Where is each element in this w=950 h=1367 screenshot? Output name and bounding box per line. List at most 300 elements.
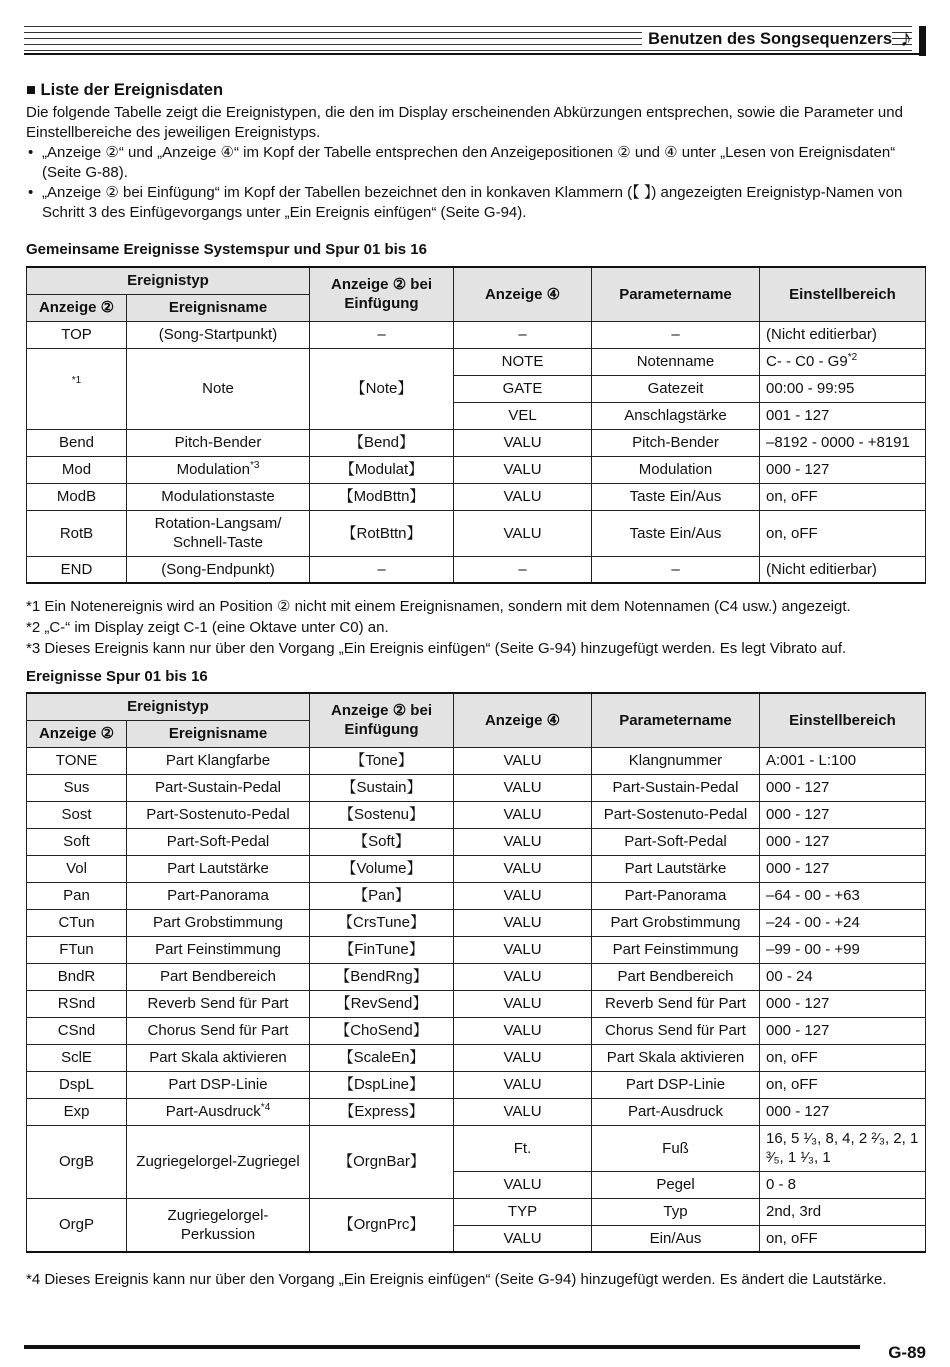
table-row [27, 1071, 926, 1098]
cell-anzeige4 [454, 1125, 592, 1171]
cell-parametername [592, 882, 760, 909]
cell-einstellbereich-text: 16, 5 ¹⁄₃, 8, 4, 2 ²⁄₃, 2, 1 ³⁄₅, 1 ¹⁄₃, 1 [766, 1130, 919, 1166]
intro-bullet: • „Anzeige ② bei Einfügung“ im Kopf der Tabellen bezeichnet den in konkaven Klammern (【 】) angezeigten Ereignistyp-Namen von Schritt 3 des Einfügevorgangs unter „Ein Ereignis einfügen“ (Seite G-94). [26, 183, 926, 223]
cell-ereignisname-text: (Song-Endpunkt) [161, 560, 275, 578]
cell-anzeige2-einfuegung-text: 【CrsTune】 [338, 914, 425, 931]
col-header-anzeige2-einfuegung-text: Anzeige ② bei Einfügung [331, 702, 432, 739]
table-row [27, 1017, 926, 1044]
cell-anzeige2-einfuegung [310, 1017, 454, 1044]
cell-anzeige2-text: DspL [58, 1076, 95, 1093]
cell-anzeige2 [27, 1071, 127, 1098]
cell-ereignisname [127, 909, 310, 936]
cell-anzeige4 [454, 1017, 592, 1044]
cell-parametername [592, 510, 760, 556]
table-row [27, 483, 926, 510]
table-row [27, 855, 926, 882]
cell-einstellbereich-text: 2nd, 3rd [766, 1203, 822, 1220]
cell-einstellbereich [760, 1098, 926, 1125]
cell-anzeige2-einfuegung [310, 456, 454, 483]
cell-ereignisname-text: Reverb Send für Part [147, 995, 289, 1012]
cell-anzeige2-einfuegung [310, 1125, 454, 1198]
table-row [27, 1198, 926, 1225]
cell-parametername-text: Ein/Aus [649, 1229, 702, 1247]
cell-einstellbereich [760, 429, 926, 456]
cell-einstellbereich [760, 963, 926, 990]
cell-anzeige4-text: VALU [503, 1176, 542, 1193]
cell-parametername [592, 774, 760, 801]
cell-einstellbereich-text: 000 - 127 [766, 779, 830, 796]
cell-parametername [592, 801, 760, 828]
cell-ereignisname-text: Rotation-Langsam/ Schnell-Taste [154, 515, 282, 551]
cell-anzeige2-einfuegung-text: 【Sustain】 [341, 779, 422, 796]
cell-anzeige4 [454, 321, 592, 348]
cell-anzeige2-einfuegung [310, 855, 454, 882]
cell-anzeige2-einfuegung-text: 【ChoSend】 [335, 1022, 428, 1039]
cell-anzeige2-einfuegung-text: 【OrgnBar】 [338, 1153, 425, 1170]
cell-anzeige2 [27, 1017, 127, 1044]
cell-anzeige4 [454, 774, 592, 801]
table-row [27, 936, 926, 963]
cell-einstellbereich [760, 1125, 926, 1171]
cell-anzeige2-einfuegung-text: 【DspLine】 [338, 1076, 425, 1093]
cell-anzeige2-text: ModB [56, 488, 97, 505]
cell-anzeige2 [27, 828, 127, 855]
cell-anzeige2-einfuegung-text: 【OrgnPrc】 [338, 1216, 425, 1234]
cell-ereignisname-text: Part Klangfarbe [165, 752, 271, 769]
cell-ereignisname-text: Part Lautstärke [167, 860, 269, 877]
footnote: *4 Dieses Ereignis kann nur über den Vorgang „Ein Ereignis einfügen“ (Seite G-94) hinzugefügt werden. Es ändert die Lautstärke. [26, 1271, 887, 1288]
cell-anzeige4 [454, 510, 592, 556]
cell-anzeige2-text: Soft [63, 833, 90, 850]
cell-einstellbereich-text: 001 - 127 [766, 407, 830, 424]
cell-anzeige2-einfuegung-text: 【Pan】 [353, 887, 410, 904]
cell-einstellbereich [760, 801, 926, 828]
cell-ereignisname [127, 855, 310, 882]
cell-einstellbereich [760, 402, 926, 429]
cell-anzeige4-text: – [518, 560, 527, 578]
table-row [27, 510, 926, 556]
cell-parametername [592, 483, 760, 510]
cell-anzeige2 [27, 801, 127, 828]
cell-anzeige2-einfuegung-text: 【Volume】 [341, 860, 422, 877]
cell-anzeige2-text: CTun [58, 914, 95, 931]
cell-anzeige2 [27, 963, 127, 990]
cell-anzeige4 [454, 747, 592, 774]
cell-anzeige2 [27, 321, 127, 348]
cell-anzeige4 [454, 1044, 592, 1071]
cell-anzeige2 [27, 429, 127, 456]
cell-anzeige2-einfuegung-text: 【RevSend】 [335, 995, 428, 1012]
cell-anzeige2-text: BndR [57, 968, 96, 985]
cell-parametername-text: Chorus Send für Part [605, 1022, 746, 1039]
table-row [27, 801, 926, 828]
cell-anzeige2 [27, 1098, 127, 1125]
cell-anzeige2 [27, 348, 127, 429]
cell-anzeige4 [454, 483, 592, 510]
cell-ereignisname-text: Part-Panorama [167, 887, 269, 904]
intro-bullets [26, 143, 926, 223]
cell-einstellbereich [760, 1044, 926, 1071]
table-row [27, 990, 926, 1017]
cell-einstellbereich [760, 828, 926, 855]
cell-parametername [592, 747, 760, 774]
cell-anzeige2-text: OrgB [58, 1153, 94, 1170]
page-header [24, 26, 926, 56]
cell-ereignisname [127, 963, 310, 990]
cell-einstellbereich [760, 456, 926, 483]
cell-einstellbereich [760, 747, 926, 774]
cell-anzeige2-einfuegung [310, 1198, 454, 1252]
cell-ereignisname [127, 321, 310, 348]
cell-parametername-text: Part Feinstimmung [612, 941, 739, 958]
page-number: G-89 [888, 1343, 926, 1362]
cell-anzeige2 [27, 936, 127, 963]
cell-anzeige2-text: Sus [63, 779, 90, 796]
cell-anzeige2-einfuegung-text: 【Express】 [339, 1103, 424, 1120]
cell-anzeige2-einfuegung [310, 882, 454, 909]
cell-ereignisname-text: Zugriegelorgel-Zugriegel [136, 1153, 300, 1170]
cell-anzeige2 [27, 1125, 127, 1198]
cell-parametername-text: Notenname [636, 353, 715, 370]
cell-anzeige4 [454, 963, 592, 990]
cell-anzeige4-text: VALU [503, 779, 542, 796]
header-title: Benutzen des Songsequenzers [642, 30, 892, 49]
cell-anzeige2-einfuegung [310, 510, 454, 556]
col-header-parametername [592, 267, 760, 321]
intro-bullet: • „Anzeige ②“ und „Anzeige ④“ im Kopf der Tabelle entsprechen den Anzeigepositionen ② und ④ unter „Lesen von Ereignisdaten“ (Seite G-88). [26, 143, 926, 183]
cell-anzeige2 [27, 1044, 127, 1071]
cell-anzeige4-text: TYP [507, 1203, 538, 1220]
cell-anzeige4 [454, 882, 592, 909]
col-header-einstellbereich-text: Einstellbereich [789, 285, 896, 303]
col-header-ereignistyp [27, 267, 310, 294]
cell-anzeige2-einfuegung [310, 1071, 454, 1098]
cell-ereignisname [127, 828, 310, 855]
cell-ereignisname [127, 456, 310, 483]
cell-parametername [592, 429, 760, 456]
cell-anzeige4 [454, 1098, 592, 1125]
cell-anzeige4-text: VALU [503, 887, 542, 904]
cell-parametername [592, 1071, 760, 1098]
cell-ereignisname [127, 1044, 310, 1071]
cell-einstellbereich [760, 1017, 926, 1044]
cell-anzeige4-text: VALU [503, 968, 542, 985]
cell-einstellbereich-text: on, oFF [766, 1229, 818, 1247]
cell-ereignisname [127, 483, 310, 510]
cell-ereignisname [127, 774, 310, 801]
cell-anzeige4-text: VALU [503, 1076, 542, 1093]
cell-anzeige4-text: VALU [503, 524, 542, 542]
cell-ereignisname-text: Pitch-Bender [174, 434, 262, 451]
table-row [27, 909, 926, 936]
cell-anzeige2-einfuegung [310, 828, 454, 855]
cell-anzeige4-text: Ft. [513, 1139, 532, 1157]
cell-anzeige4-text: – [518, 326, 527, 343]
cell-ereignisname [127, 348, 310, 429]
footnote: *2 „C-“ im Display zeigt C-1 (eine Oktave unter C0) an. [26, 619, 389, 636]
cell-anzeige2-text: Bend [58, 434, 95, 451]
cell-parametername [592, 556, 760, 583]
cell-parametername [592, 375, 760, 402]
cell-anzeige2-einfuegung-text: 【RotBttn】 [341, 524, 422, 542]
cell-einstellbereich-text: (Nicht editierbar) [766, 560, 877, 578]
cell-anzeige4-text: VEL [508, 407, 537, 424]
col-header-anzeige2 [27, 720, 127, 747]
col-header-anzeige4-text: Anzeige ④ [484, 285, 561, 303]
col-header-anzeige2 [27, 294, 127, 321]
cell-anzeige2 [27, 909, 127, 936]
cell-einstellbereich [760, 1171, 926, 1198]
cell-anzeige2-einfuegung [310, 321, 454, 348]
cell-parametername-text: Part Grobstimmung [610, 914, 741, 931]
cell-anzeige2 [27, 510, 127, 556]
cell-anzeige2-einfuegung-text: 【Modulat】 [339, 461, 424, 478]
cell-ereignisname [127, 882, 310, 909]
cell-parametername-text: – [671, 326, 680, 343]
col-header-anzeige2-einfuegung [310, 267, 454, 321]
cell-parametername [592, 321, 760, 348]
cell-anzeige2-einfuegung [310, 801, 454, 828]
cell-parametername [592, 936, 760, 963]
cell-anzeige4 [454, 375, 592, 402]
cell-ereignisname-text: Part-Ausdruck [165, 1103, 261, 1120]
cell-ereignisname-text: Part-Sustain-Pedal [155, 779, 281, 796]
cell-parametername-text: Part-Panorama [624, 887, 727, 904]
cell-anzeige2 [27, 774, 127, 801]
footnote: *1 Ein Notenereignis wird an Position ② nicht mit einem Ereignisnamen, sondern mit dem Notennamen (C4 usw.) angezeigt. [26, 598, 851, 615]
cell-einstellbereich-text: on, oFF [766, 488, 818, 505]
cell-anzeige2-einfuegung [310, 936, 454, 963]
cell-anzeige4-text: VALU [503, 752, 542, 769]
cell-ereignisname-text: Modulation [176, 461, 250, 478]
cell-einstellbereich-text: C- - C0 - G9 [766, 353, 848, 370]
cell-anzeige4 [454, 1198, 592, 1225]
footnote-marker: *3 [249, 460, 260, 471]
table-row [27, 774, 926, 801]
cell-einstellbereich-text: 00 - 24 [766, 968, 813, 985]
col-header-anzeige4-text: Anzeige ④ [484, 711, 561, 729]
cell-anzeige4-text: VALU [503, 461, 542, 478]
cell-einstellbereich [760, 1198, 926, 1225]
cell-einstellbereich-text: 000 - 127 [766, 461, 830, 478]
cell-anzeige4 [454, 1071, 592, 1098]
table1-footnotes [26, 596, 931, 659]
cell-parametername-text: Part Bendbereich [617, 968, 734, 985]
table-row [27, 882, 926, 909]
cell-anzeige4-text: VALU [503, 995, 542, 1012]
cell-anzeige2-einfuegung [310, 483, 454, 510]
cell-anzeige2-text: SclE [61, 1049, 92, 1066]
table-row [27, 828, 926, 855]
table-row [27, 963, 926, 990]
cell-anzeige4-text: VALU [503, 941, 542, 958]
cell-anzeige4 [454, 429, 592, 456]
cell-parametername-text: – [671, 560, 680, 578]
cell-anzeige4-text: VALU [503, 833, 542, 850]
cell-parametername-text: Part-Ausdruck [627, 1103, 724, 1120]
cell-anzeige2-text: END [60, 560, 93, 578]
cell-anzeige2-text: Mod [61, 461, 92, 478]
cell-anzeige4-text: GATE [502, 380, 543, 397]
cell-einstellbereich [760, 855, 926, 882]
cell-ereignisname [127, 1125, 310, 1198]
cell-parametername [592, 1125, 760, 1171]
cell-parametername-text: Taste Ein/Aus [629, 524, 722, 542]
cell-anzeige2-text: TOP [61, 326, 92, 343]
cell-anzeige2-text: *1 [71, 374, 82, 386]
cell-einstellbereich-text: 000 - 127 [766, 995, 830, 1012]
cell-anzeige2 [27, 882, 127, 909]
cell-anzeige2-einfuegung [310, 747, 454, 774]
cell-anzeige4-text: VALU [503, 1049, 542, 1066]
table2-title: Ereignisse Spur 01 bis 16 [26, 668, 208, 685]
cell-anzeige4-text: VALU [503, 806, 542, 823]
cell-anzeige4-text: VALU [503, 914, 542, 931]
cell-einstellbereich [760, 510, 926, 556]
cell-parametername [592, 1225, 760, 1252]
table-row [27, 429, 926, 456]
cell-anzeige2-einfuegung-text: 【FinTune】 [339, 941, 424, 958]
table-row [27, 747, 926, 774]
cell-anzeige4 [454, 936, 592, 963]
cell-parametername [592, 348, 760, 375]
cell-parametername-text: Anschlagstärke [624, 407, 727, 424]
cell-parametername-text: Pegel [656, 1176, 695, 1193]
cell-parametername [592, 1171, 760, 1198]
cell-anzeige2-text: RotB [59, 524, 94, 542]
cell-einstellbereich [760, 1225, 926, 1252]
cell-parametername [592, 1098, 760, 1125]
cell-einstellbereich-text: 000 - 127 [766, 806, 830, 823]
cell-anzeige2-einfuegung-text: 【Note】 [350, 380, 413, 397]
cell-ereignisname [127, 1198, 310, 1252]
cell-einstellbereich-text: 000 - 127 [766, 1022, 830, 1039]
col-header-ereignistyp [27, 693, 310, 720]
cell-anzeige2-text: FTun [59, 941, 94, 958]
footnote: *3 Dieses Ereignis kann nur über den Vorgang „Ein Ereignis einfügen“ (Seite G-94) hinzugefügt werden. Es legt Vibrato auf. [26, 640, 847, 657]
music-note-icon: ♪ [900, 25, 912, 52]
cell-einstellbereich-text: on, oFF [766, 1076, 818, 1093]
cell-parametername-text: Klangnummer [628, 752, 723, 769]
cell-einstellbereich [760, 348, 926, 375]
cell-einstellbereich [760, 909, 926, 936]
cell-einstellbereich-text: 000 - 127 [766, 1103, 830, 1120]
footnote-marker: *2 [847, 352, 858, 363]
cell-anzeige2-text: RSnd [57, 995, 96, 1012]
cell-ereignisname-text: Part-Soft-Pedal [166, 833, 270, 850]
col-header-anzeige2-einfuegung-text: Anzeige ② bei Einfügung [331, 276, 432, 313]
cell-anzeige2-einfuegung [310, 1044, 454, 1071]
cell-ereignisname [127, 801, 310, 828]
col-header-ereignistyp-text: Ereignistyp [127, 698, 209, 716]
cell-anzeige2-einfuegung-text: 【Tone】 [350, 752, 413, 769]
section-title: ■ Liste der Ereignisdaten [26, 81, 224, 99]
cell-ereignisname-text: (Song-Startpunkt) [158, 326, 278, 343]
col-header-anzeige4 [454, 693, 592, 747]
cell-anzeige2-einfuegung-text: 【BendRng】 [335, 968, 428, 985]
footnote-marker: *4 [260, 1102, 271, 1113]
cell-anzeige2 [27, 483, 127, 510]
cell-anzeige2-einfuegung-text: – [377, 560, 386, 578]
cell-parametername-text: Part-Sustain-Pedal [612, 779, 739, 796]
cell-parametername-text: Part Lautstärke [624, 860, 727, 877]
cell-anzeige4-text: VALU [503, 434, 542, 451]
cell-einstellbereich [760, 774, 926, 801]
cell-anzeige2-einfuegung [310, 909, 454, 936]
col-header-einstellbereich-text: Einstellbereich [789, 711, 896, 729]
cell-parametername-text: Part DSP-Linie [625, 1076, 726, 1093]
cell-anzeige4-text: VALU [503, 860, 542, 877]
cell-einstellbereich-text: on, oFF [766, 1049, 818, 1066]
table-row [27, 321, 926, 348]
cell-ereignisname-text: Modulationstaste [161, 488, 275, 505]
col-header-ereignistyp-text: Ereignistyp [127, 272, 209, 290]
cell-einstellbereich [760, 483, 926, 510]
cell-anzeige2-einfuegung-text: 【ScaleEn】 [338, 1049, 425, 1066]
cell-ereignisname [127, 936, 310, 963]
cell-parametername [592, 1044, 760, 1071]
cell-einstellbereich-text: 000 - 127 [766, 860, 830, 877]
cell-anzeige2 [27, 855, 127, 882]
col-header-parametername [592, 693, 760, 747]
cell-einstellbereich [760, 936, 926, 963]
cell-parametername [592, 855, 760, 882]
intro-text [26, 103, 926, 223]
cell-anzeige4 [454, 828, 592, 855]
col-header-einstellbereich [760, 267, 926, 321]
cell-ereignisname [127, 556, 310, 583]
cell-anzeige4-text: VALU [503, 1103, 542, 1120]
col-header-anzeige2-text: Anzeige ② [38, 725, 115, 742]
cell-anzeige2-einfuegung-text: – [377, 326, 386, 343]
cell-anzeige4 [454, 556, 592, 583]
cell-anzeige2-text: Exp [63, 1103, 90, 1120]
cell-ereignisname [127, 990, 310, 1017]
cell-ereignisname [127, 1098, 310, 1125]
cell-anzeige2-einfuegung [310, 556, 454, 583]
cell-ereignisname [127, 747, 310, 774]
cell-einstellbereich-text: 0 - 8 [766, 1176, 797, 1193]
cell-anzeige2-text: OrgP [58, 1216, 94, 1234]
cell-einstellbereich-text: –8192 - 0000 - +8191 [766, 434, 910, 451]
cell-einstellbereich [760, 375, 926, 402]
cell-anzeige2 [27, 456, 127, 483]
cell-ereignisname-text: Part Skala aktivieren [149, 1049, 287, 1066]
table-row [27, 456, 926, 483]
cell-parametername-text: Reverb Send für Part [605, 995, 746, 1012]
cell-anzeige4 [454, 456, 592, 483]
cell-ereignisname-text: Note [202, 380, 234, 397]
event-table-common [26, 266, 926, 584]
cell-einstellbereich-text: 00:00 - 99:95 [766, 380, 855, 397]
cell-einstellbereich [760, 321, 926, 348]
cell-parametername-text: Typ [663, 1203, 688, 1220]
col-header-anzeige4 [454, 267, 592, 321]
cell-anzeige2-einfuegung [310, 348, 454, 429]
cell-anzeige2-einfuegung [310, 429, 454, 456]
cell-ereignisname-text: Zugriegelorgel- Perkussion [167, 1206, 269, 1243]
cell-ereignisname-text: Part-Sostenuto-Pedal [146, 806, 290, 823]
cell-anzeige4-text: VALU [503, 488, 542, 505]
cell-anzeige2-einfuegung [310, 963, 454, 990]
cell-einstellbereich [760, 1071, 926, 1098]
col-header-anzeige2-einfuegung [310, 693, 454, 747]
cell-anzeige2-einfuegung-text: 【Sostenu】 [338, 806, 425, 823]
cell-anzeige2-einfuegung-text: 【ModBttn】 [338, 488, 425, 505]
cell-einstellbereich-text: A:001 - L:100 [766, 752, 857, 769]
cell-anzeige4-text: VALU [503, 1022, 542, 1039]
cell-parametername-text: Fuß [662, 1139, 689, 1157]
